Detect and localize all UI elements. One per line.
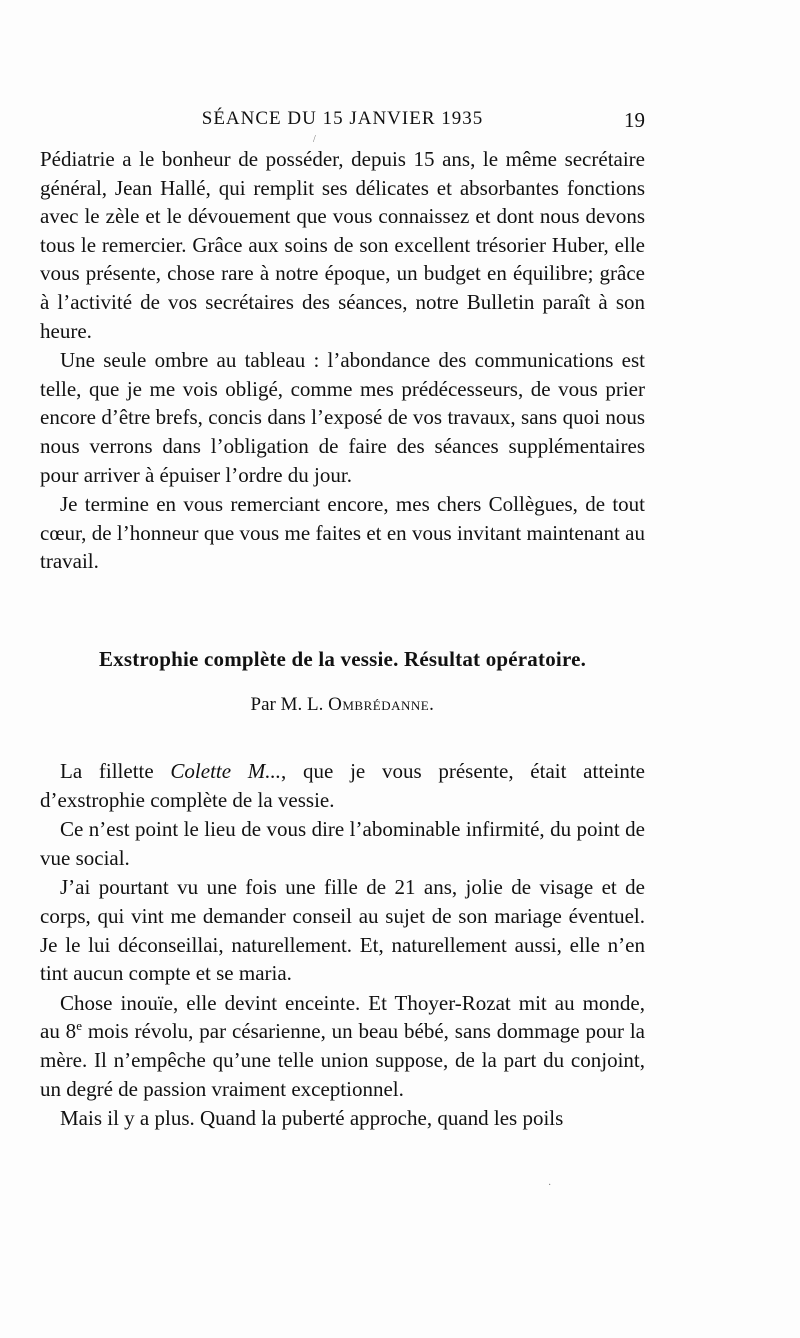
article-paragraph: [40, 989, 645, 1103]
running-header: [40, 108, 645, 136]
print-mark: /: [313, 134, 316, 145]
article-paragraph: [40, 757, 645, 814]
intro-paragraph: Je termine en vous remerciant encore, mes chers Collègues, de tout cœur, de l’honneur que vous me faites et en vous invitant maintenant au travail.: [40, 492, 645, 574]
paragraph-text: , que je vous présente, était atteinte d’exstrophie complète de la vessie.: [40, 759, 645, 812]
paragraph-text: mois révolu, par césarienne, un beau bébé, sans dommage pour la mère. Il n’empêche qu’une telle union suppose, de la part du conjoint, un degré de passion vraiment exceptionnel.: [40, 1019, 645, 1101]
page-number: 19: [624, 108, 645, 132]
article-byline: [40, 694, 645, 716]
article-text-block: [40, 757, 645, 1134]
paragraph-text: Chose inouïe, elle devint enceinte. Et Thoyer-Rozat mit au monde, au 8: [40, 990, 645, 1044]
article-paragraph: Mais il y a plus. Quand la puberté approche, quand les poils: [60, 1106, 564, 1131]
paragraph-text: La fillette: [60, 759, 171, 783]
intro-text-block: [40, 145, 645, 577]
superscript: e: [76, 1018, 82, 1034]
intro-paragraph: Pédiatrie a le bonheur de posséder, depuis 15 ans, le même secrétaire général, Jean Hallé, qui remplit ses délicates et absorbantes fonctions avec le zèle et le dévouement que vous connaissez et dont nous devons tous le remercier. Grâce aux soins de son excellent trésorier Huber, elle vous présente, chose rare à notre époque, un budget en équilibre; grâce à l’activité de vos secrétaires des séances, notre Bulletin paraît à son heure.: [40, 147, 645, 343]
running-title: SÉANCE DU 15 JANVIER 1935: [201, 108, 484, 129]
intro-paragraph: Une seule ombre au tableau : l’abondance des communications est telle, que je me vois obligé, comme mes prédécesseurs, de vous prier encore d’être brefs, concis dans l’exposé de vos travaux, sans quoi nous nous verrons dans l’obligation de faire des séances supplémentaires pour arriver à épuiser l’ordre du jour.: [40, 348, 645, 487]
byline-author: Ombrédanne.: [328, 694, 435, 715]
article-title: Exstrophie complète de la vessie. Résultat opératoire.: [98, 647, 587, 671]
byline-prefix: Par M. L.: [250, 694, 329, 715]
patient-name: Colette M...: [170, 759, 282, 783]
article-paragraph: J’ai pourtant vu une fois une fille de 21 ans, jolie de visage et de corps, qui vint me demander conseil au sujet de son mariage éventuel. Je le lui déconseillai, naturellement. Et, naturellement aussi, elle n’en tint aucun compte et se maria.: [40, 875, 645, 986]
print-mark: ·: [548, 1180, 552, 1191]
article-paragraph: Ce n’est point le lieu de vous dire l’abominable infirmité, du point de vue social.: [40, 817, 645, 870]
